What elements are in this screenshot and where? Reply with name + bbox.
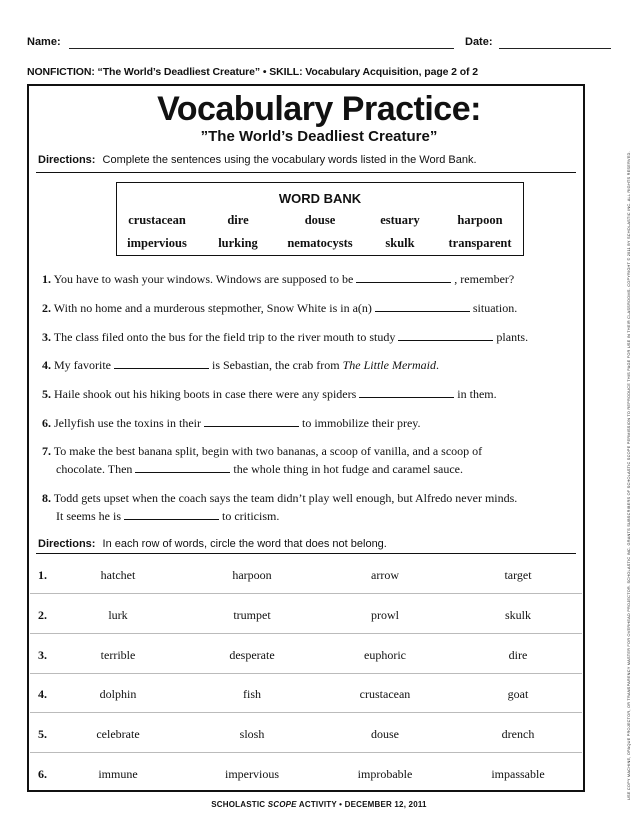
question-text: , remember? xyxy=(454,272,515,286)
question-text: It seems he is xyxy=(56,509,121,523)
word-option[interactable]: immune xyxy=(98,767,138,781)
question-4 xyxy=(42,356,582,374)
answer-blank[interactable] xyxy=(375,301,470,312)
word-option[interactable]: slosh xyxy=(239,727,265,741)
nonfiction-subhead: NONFICTION: “The World’s Deadliest Creature” • SKILL: Vocabulary Acquisition, page 2 of 2 xyxy=(27,66,479,78)
divider xyxy=(36,172,576,173)
divider xyxy=(36,553,576,554)
question-text: Jellyfish use the toxins in their xyxy=(54,416,201,430)
row-number: 3. xyxy=(38,648,47,662)
word-option[interactable]: fish xyxy=(243,687,261,701)
directions-sentences xyxy=(38,154,477,166)
copyright-side-note: USE COPY MACHINE, OPAQUE PROJECTOR, OR TRANSPARENCY MASTER FOR OVERHEAD PROJECTOR. SCHOLASTIC INC. GRANTS SUBSCRIBERS OF SCHOLASTIC SCOPE PERMISSION TO REPRODUCE THIS PAGE FOR USE IN THEIR CLASSROOMS. COPYRIGHT © 2011 BY SCHOLASTIC INC. ALL RIGHTS RESERVED. xyxy=(626,151,631,800)
row-divider xyxy=(30,633,582,634)
question-text: You have to wash your windows. Windows are supposed to be xyxy=(53,272,354,286)
word-option[interactable]: drench xyxy=(501,727,535,741)
name-line[interactable] xyxy=(69,48,454,49)
question-6 xyxy=(42,414,582,432)
footer-scope: SCOPE xyxy=(267,800,297,809)
question-text: plants. xyxy=(496,330,529,344)
word-bank-word: transparent xyxy=(448,236,512,250)
page-subtitle: ”The World’s Deadliest Creature” xyxy=(200,128,438,145)
answer-blank[interactable] xyxy=(124,509,219,520)
name-date-row xyxy=(27,36,612,52)
word-bank-word: lurking xyxy=(218,236,258,250)
question-8 xyxy=(42,489,582,525)
row-number: 1. xyxy=(38,568,47,582)
word-bank-word: estuary xyxy=(380,213,420,227)
word-option[interactable]: hatchet xyxy=(100,568,136,582)
question-text: The class filed onto the bus for the field trip to the river mouth to study xyxy=(53,330,396,344)
question-text: to immobilize their prey. xyxy=(301,416,421,430)
word-option[interactable]: lurk xyxy=(108,608,128,622)
question-number: 8. xyxy=(42,491,51,505)
word-option[interactable]: goat xyxy=(507,687,529,701)
row-divider xyxy=(30,593,582,594)
question-text: My favorite xyxy=(54,358,111,372)
word-bank-word: crustacean xyxy=(128,213,186,227)
word-option[interactable]: celebrate xyxy=(96,727,140,741)
word-option[interactable]: dire xyxy=(508,648,528,662)
date-line[interactable] xyxy=(499,48,611,49)
word-option[interactable]: crustacean xyxy=(359,687,411,701)
question-number: 1. xyxy=(42,272,51,286)
word-bank-word: impervious xyxy=(127,236,187,250)
question-text: . xyxy=(435,358,439,372)
page-title: Vocabulary Practice: xyxy=(157,90,481,128)
name-label: Name: xyxy=(27,36,61,48)
question-text: With no home and a murderous stepmother, Snow White is in a(n) xyxy=(53,301,372,315)
directions-text: Complete the sentences using the vocabulary words listed in the Word Bank. xyxy=(102,154,477,166)
directions-text: In each row of words, circle the word that does not belong. xyxy=(102,538,387,550)
directions-label: Directions: xyxy=(38,538,96,550)
word-bank-word: skulk xyxy=(385,236,415,250)
book-title: The Little Mermaid xyxy=(342,358,436,372)
directions-circle xyxy=(38,538,387,550)
answer-blank[interactable] xyxy=(356,272,451,283)
question-number: 3. xyxy=(42,330,51,344)
answer-blank[interactable] xyxy=(114,358,209,369)
word-option[interactable]: improbable xyxy=(357,767,413,781)
question-text: Haile shook out his hiking boots in case there were any spiders xyxy=(54,387,357,401)
word-option[interactable]: impassable xyxy=(491,767,545,781)
word-bank-word: dire xyxy=(227,213,249,227)
word-option[interactable]: arrow xyxy=(371,568,399,582)
row-divider xyxy=(30,752,582,753)
word-option[interactable]: douse xyxy=(371,727,399,741)
question-1 xyxy=(42,270,582,288)
row-divider xyxy=(30,712,582,713)
question-text: the whole thing in hot fudge and caramel sauce. xyxy=(233,462,464,476)
word-option[interactable]: target xyxy=(504,568,532,582)
word-option[interactable]: terrible xyxy=(100,648,136,662)
footer-date: ACTIVITY • DECEMBER 12, 2011 xyxy=(298,800,427,809)
row-number: 6. xyxy=(38,767,47,781)
question-number: 5. xyxy=(42,387,51,401)
word-bank-word: nematocysts xyxy=(287,236,353,250)
question-number: 6. xyxy=(42,416,51,430)
word-bank xyxy=(116,182,524,256)
page-footer xyxy=(0,800,638,809)
word-option[interactable]: prowl xyxy=(371,608,399,622)
answer-blank[interactable] xyxy=(135,462,230,473)
question-text: to criticism. xyxy=(222,509,280,523)
word-option[interactable]: desperate xyxy=(229,648,275,662)
question-text: in them. xyxy=(457,387,497,401)
answer-blank[interactable] xyxy=(359,387,454,398)
question-2 xyxy=(42,299,582,317)
word-option[interactable]: impervious xyxy=(225,767,279,781)
word-option[interactable]: harpoon xyxy=(232,568,272,582)
word-bank-word: douse xyxy=(304,213,336,227)
question-text: is Sebastian, the crab from xyxy=(211,358,340,372)
footer-brand: SCHOLASTIC xyxy=(211,800,266,809)
question-number: 7. xyxy=(42,444,51,458)
row-divider xyxy=(30,673,582,674)
question-number: 4. xyxy=(42,358,51,372)
question-text: To make the best banana split, begin with two bananas, a scoop of vanilla, and a scoop of xyxy=(53,444,483,458)
directions-label: Directions: xyxy=(38,154,96,166)
word-option[interactable]: trumpet xyxy=(233,608,271,622)
question-text: chocolate. Then xyxy=(56,462,133,476)
row-number: 2. xyxy=(38,608,47,622)
date-label: Date: xyxy=(465,36,493,48)
word-bank-word: harpoon xyxy=(457,213,503,227)
question-number: 2. xyxy=(42,301,51,315)
row-number: 4. xyxy=(38,687,47,701)
question-text: situation. xyxy=(472,301,518,315)
question-7 xyxy=(42,442,582,478)
word-option[interactable]: euphoric xyxy=(364,648,406,662)
answer-blank[interactable] xyxy=(204,416,299,427)
question-3 xyxy=(42,328,582,346)
word-option[interactable]: dolphin xyxy=(99,687,137,701)
word-option[interactable]: skulk xyxy=(504,608,531,622)
row-number: 5. xyxy=(38,727,47,741)
question-5 xyxy=(42,385,582,403)
word-bank-title: WORD BANK xyxy=(278,191,362,206)
answer-blank[interactable] xyxy=(398,330,493,341)
question-text: Todd gets upset when the coach says the team didn’t play well enough, but Alfredo never minds. xyxy=(53,491,518,505)
